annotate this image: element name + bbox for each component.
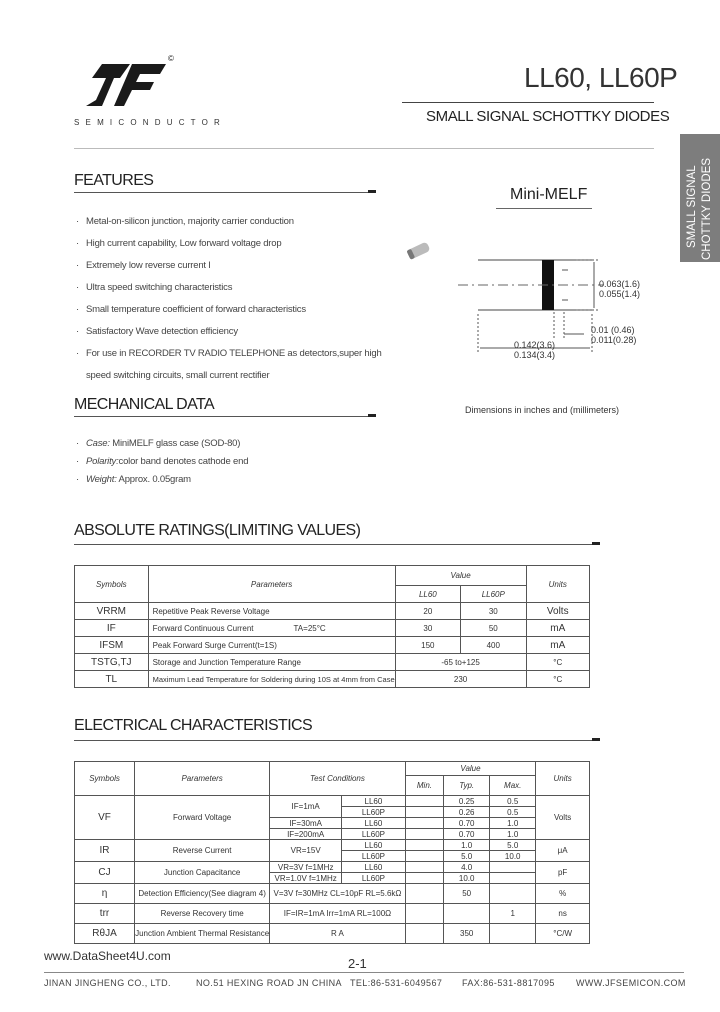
header-max: Max.	[490, 776, 536, 796]
table-row: LL60P 5.0 10.0	[75, 851, 590, 862]
dim-band: 0.01 (0.46) 0.011(0.28)	[591, 325, 637, 345]
table-row: IR Reverse Current VR=15V LL60 1.0 5.0 μA	[75, 840, 590, 851]
features-rule-cap	[368, 190, 376, 193]
table-row: RθJA Junction Ambient Thermal Resistance R A 350 °C/W	[75, 924, 590, 944]
electrical-rule-cap	[592, 738, 600, 741]
feature-item: · Metal-on-silicon junction, majority carrier conduction	[76, 216, 294, 227]
table-row: η Detection Efficiency(See diagram 4) V=3V f=30MHz CL=10pF RL=5.6kΩ 50 %	[75, 884, 590, 904]
footer-website[interactable]: WWW.JFSEMICON.COM	[576, 978, 686, 988]
mechanical-item: · Polarity:color band denotes cathode end	[76, 456, 249, 467]
feature-item: · For use in RECORDER TV RADIO TELEPHONE as detectors,super high	[76, 348, 382, 359]
electrical-title: ELECTRICAL CHARACTERISTICS	[74, 717, 313, 734]
header-units: Units	[526, 566, 590, 603]
feature-item: · Satisfactory Wave detection efficiency	[76, 326, 238, 337]
mechanical-item: · Weight: Approx. 0.05gram	[76, 474, 191, 485]
side-tab	[680, 134, 720, 262]
dimension-note: Dimensions in inches and (millimeters)	[465, 405, 620, 415]
diode-photo-icon	[406, 241, 430, 259]
absolute-ratings-rule-cap	[592, 542, 600, 545]
header-min: Min.	[405, 776, 443, 796]
dim-length: 0.142(3.6) 0.134(3.4)	[514, 340, 556, 360]
registered-mark: ©	[168, 54, 174, 63]
electrical-table	[74, 761, 590, 944]
table-row: IF Forward Continuous Current TA=25°C 30 50 mA	[75, 620, 590, 637]
table-row: CJ Junction Capacitance VR=3V f=1MHz LL60 4.0 pF	[75, 862, 590, 873]
electrical-rule	[74, 740, 598, 741]
table-row: TL Maximum Lead Temperature for Soldering during 10S at 4mm from Case 230 °C	[75, 671, 590, 688]
header-ll60p: LL60P	[461, 586, 526, 603]
mechanical-title: MECHANICAL DATA	[74, 396, 215, 413]
dim-height: 0.063(1.6) 0.055(1.4)	[599, 279, 641, 299]
part-number: LL60, LL60P	[524, 62, 678, 93]
header-parameters: Parameters	[148, 566, 395, 603]
header-conditions: Test Conditions	[270, 762, 406, 796]
header-parameters: Parameters	[135, 762, 270, 796]
document-subtitle: SMALL SIGNAL SCHOTTKY DIODES	[426, 108, 670, 125]
side-tab-line1: SMALL SIGNAL	[686, 165, 698, 248]
mechanical-rule	[74, 416, 370, 417]
company-logo	[80, 60, 170, 110]
header-symbols: Symbols	[75, 762, 135, 796]
footer-address: NO.51 HEXING ROAD JN CHINA	[196, 978, 342, 988]
table-row: IF=200mA LL60P 0.70 1.0	[75, 829, 590, 840]
feature-item: · High current capability, Low forward voltage drop	[76, 238, 282, 249]
footer-rule	[44, 972, 684, 973]
absolute-ratings-title: ABSOLUTE RATINGS(LIMITING VALUES)	[74, 522, 361, 539]
header-symbols: Symbols	[75, 566, 149, 603]
feature-item: · Small temperature coefficient of forward characteristics	[76, 304, 306, 315]
table-row: trr Reverse Recovery time IF=IR=1mA Irr=1mA RL=100Ω 1 ns	[75, 904, 590, 924]
features-rule	[74, 192, 370, 193]
table-row: VF Forward Voltage IF=1mA LL60 0.25 0.5 Volts	[75, 796, 590, 807]
feature-item: · Extremely low reverse current I	[76, 260, 211, 271]
header-rule	[402, 102, 654, 103]
table-row: IFSM Peak Forward Surge Current(t=1S) 150 400 mA	[75, 637, 590, 654]
footer-fax: FAX:86-531-8817095	[462, 978, 555, 988]
header-ll60: LL60	[395, 586, 460, 603]
company-tagline: SEMICONDUCTOR	[74, 118, 227, 127]
table-row: IF=30mA LL60 0.70 1.0	[75, 818, 590, 829]
footer-company: JINAN JINGHENG CO., LTD.	[44, 978, 171, 988]
watermark-link[interactable]: www.DataSheet4U.com	[44, 949, 171, 963]
absolute-ratings-table	[74, 565, 590, 688]
mechanical-item: · Case: MiniMELF glass case (SOD-80)	[76, 438, 241, 449]
package-title: Mini-MELF	[510, 186, 588, 203]
absolute-ratings-rule	[74, 544, 598, 545]
mechanical-rule-cap	[368, 414, 376, 417]
table-row: TSTG,TJ Storage and Junction Temperature Range -65 to+125 °C	[75, 654, 590, 671]
header-divider	[74, 148, 654, 149]
header-value: Value	[405, 762, 536, 776]
header-typ: Typ.	[444, 776, 490, 796]
table-row: VR=1.0V f=1MHz LL60P 10.0	[75, 873, 590, 884]
header-value: Value	[395, 566, 526, 586]
footer-tel: TEL:86-531-6049567	[350, 978, 443, 988]
header-units: Units	[536, 762, 590, 796]
side-tab-line2: CHOTTKY DIODES	[701, 157, 713, 260]
table-row: LL60P 0.26 0.5	[75, 807, 590, 818]
feature-item: speed switching circuits, small current rectifier	[86, 370, 270, 381]
page-number: 2-1	[348, 956, 367, 971]
table-row: VRRM Repetitive Peak Reverse Voltage 20 30 Volts	[75, 603, 590, 620]
feature-item: · Ultra speed switching characteristics	[76, 282, 233, 293]
features-title: FEATURES	[74, 172, 154, 189]
